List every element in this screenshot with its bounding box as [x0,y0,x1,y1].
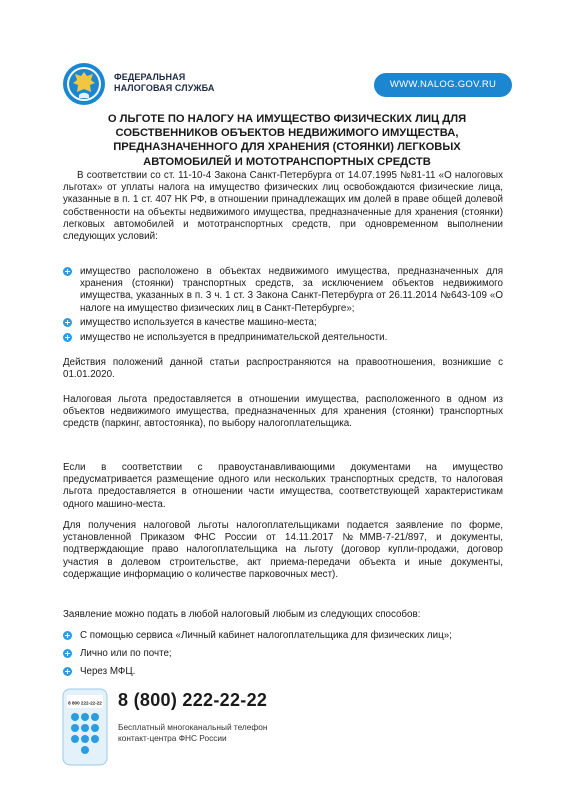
list-item-text: имущество используется в качестве машино-места; [80,316,317,328]
application-text: Для получения налоговой льготы налогоплательщиками подается заявление по форме, установленной Приказом ФНС России от 14.11.2017 №ММВ-7-21/897, и документы, подтверждающие право налогоплательщика на льготу (договор купли-продажи, договор участия в долевом строительстве, акт приема-передачи объекта и иные документы, содержащие информацию о количестве парковочных мест). [63,520,503,580]
website-link[interactable]: WWW.NALOG.GOV.RU [374,73,512,97]
phone-screen-number: 8 800 222-22-22 [68,700,102,706]
list-item-text: имущество не используется в предпринимательской деятельности. [80,332,388,344]
ways-intro-text: Заявление можно подать в любой налоговый любым из следующих способов: [63,609,421,620]
org-name-line1: ФЕДЕРАЛЬНАЯ [114,72,186,82]
list-item [63,666,503,678]
list-item-text: Через МФЦ. [80,666,136,677]
list-item-text: С помощью сервиса «Личный кабинет налогоплательщика для физических лиц»; [80,630,452,641]
share-paragraph [63,394,503,431]
org-name [114,72,214,94]
plus-bullet-icon [63,649,72,658]
intro-text: В соответствии со ст. 11-10-4 Закона Санкт-Петербурга от 14.07.1995 №81-11 «О налоговых льготах» от уплаты налога на имущество физических лиц освобождаются физические лица, указанные в п. 1 ст. 407 НК РФ, в отношении принадлежащих им долей в праве общей долевой собственности на объекты недвижимого имущества, предназначенные для хранения (стоянки) легковых автомобилей и мототранспортных средств, при одновременном выполнении следующих условий: [63,170,503,243]
ways-list [63,630,503,678]
header [62,62,512,106]
page-title [62,112,512,169]
hotline-caption-line1: Бесплатный многоканальный телефон [118,722,268,732]
effect-text: Действия положений данной статьи распространяются на правоотношения, возникшие с 01.01.2020. [63,357,503,381]
hotline-phone[interactable]: 8 (800) 222-22-22 [118,690,268,710]
title-line: АВТОМОБИЛЕЙ И МОТОТРАНСПОРТНЫХ СРЕДСТВ [143,155,431,168]
list-item [63,317,503,329]
share-text: Налоговая льгота предоставляется в отношении имущества, расположенного в одном из объектов недвижимого имущества, предназначенных для хранения (стоянки) транспортных средств (паркинг, автостоянка), по выбору налогоплательщика. [63,394,503,430]
plus-bullet-icon [63,318,72,327]
conditions-list [63,266,503,344]
list-item [63,648,503,660]
application-paragraph [63,520,503,581]
several-vehicles-paragraph [63,462,503,511]
effect-paragraph [63,357,503,381]
plus-bullet-icon [63,667,72,676]
phone-keypad-icon [62,688,108,766]
title-line: О ЛЬГОТЕ ПО НАЛОГУ НА ИМУЩЕСТВО ФИЗИЧЕСКИХ ЛИЦ ДЛЯ [107,113,467,125]
ways-intro [63,609,503,621]
hotline-caption-line2: контакт-центра ФНС России [118,733,227,743]
list-item [63,266,503,315]
list-item-text: Лично или по почте; [80,648,172,659]
fns-emblem-icon [62,62,106,106]
intro-paragraph [63,170,503,243]
plus-bullet-icon [63,267,72,276]
several-vehicles-text: Если в соответствии с правоустанавливающими документами на имущество предусматривается размещение одного или нескольких транспортных средств, то налоговая льгота предоставляется в отношении части имущества, соответствующей характеристикам одного машино-места. [63,462,503,510]
list-item [63,332,503,344]
list-item [63,630,503,642]
title-line: СОБСТВЕННИКОВ ОБЪЕКТОВ НЕДВИЖИМОГО ИМУЩЕСТВА, [115,127,459,140]
plus-bullet-icon [63,333,72,342]
hotline-caption [118,722,267,744]
title-line: ПРЕДНАЗНАЧЕННОГО ДЛЯ ХРАНЕНИЯ (СТОЯНКИ) ЛЕГКОВЫХ [113,141,461,154]
org-name-line2: НАЛОГОВАЯ СЛУЖБА [114,83,215,93]
list-item-text: имущество расположено в объектах недвижимого имущества, предназначенных для хранения (стоянки) транспортных средств, за исключением объектов недвижимого имущества, указанных в п. 3 ч. 1 ст. 3 Закона Санкт-Петербурга от 26.11.2014 №643-109 «О налоге на имущество физических лиц в Санкт-Петербурге»; [80,266,503,314]
plus-bullet-icon [63,631,72,640]
